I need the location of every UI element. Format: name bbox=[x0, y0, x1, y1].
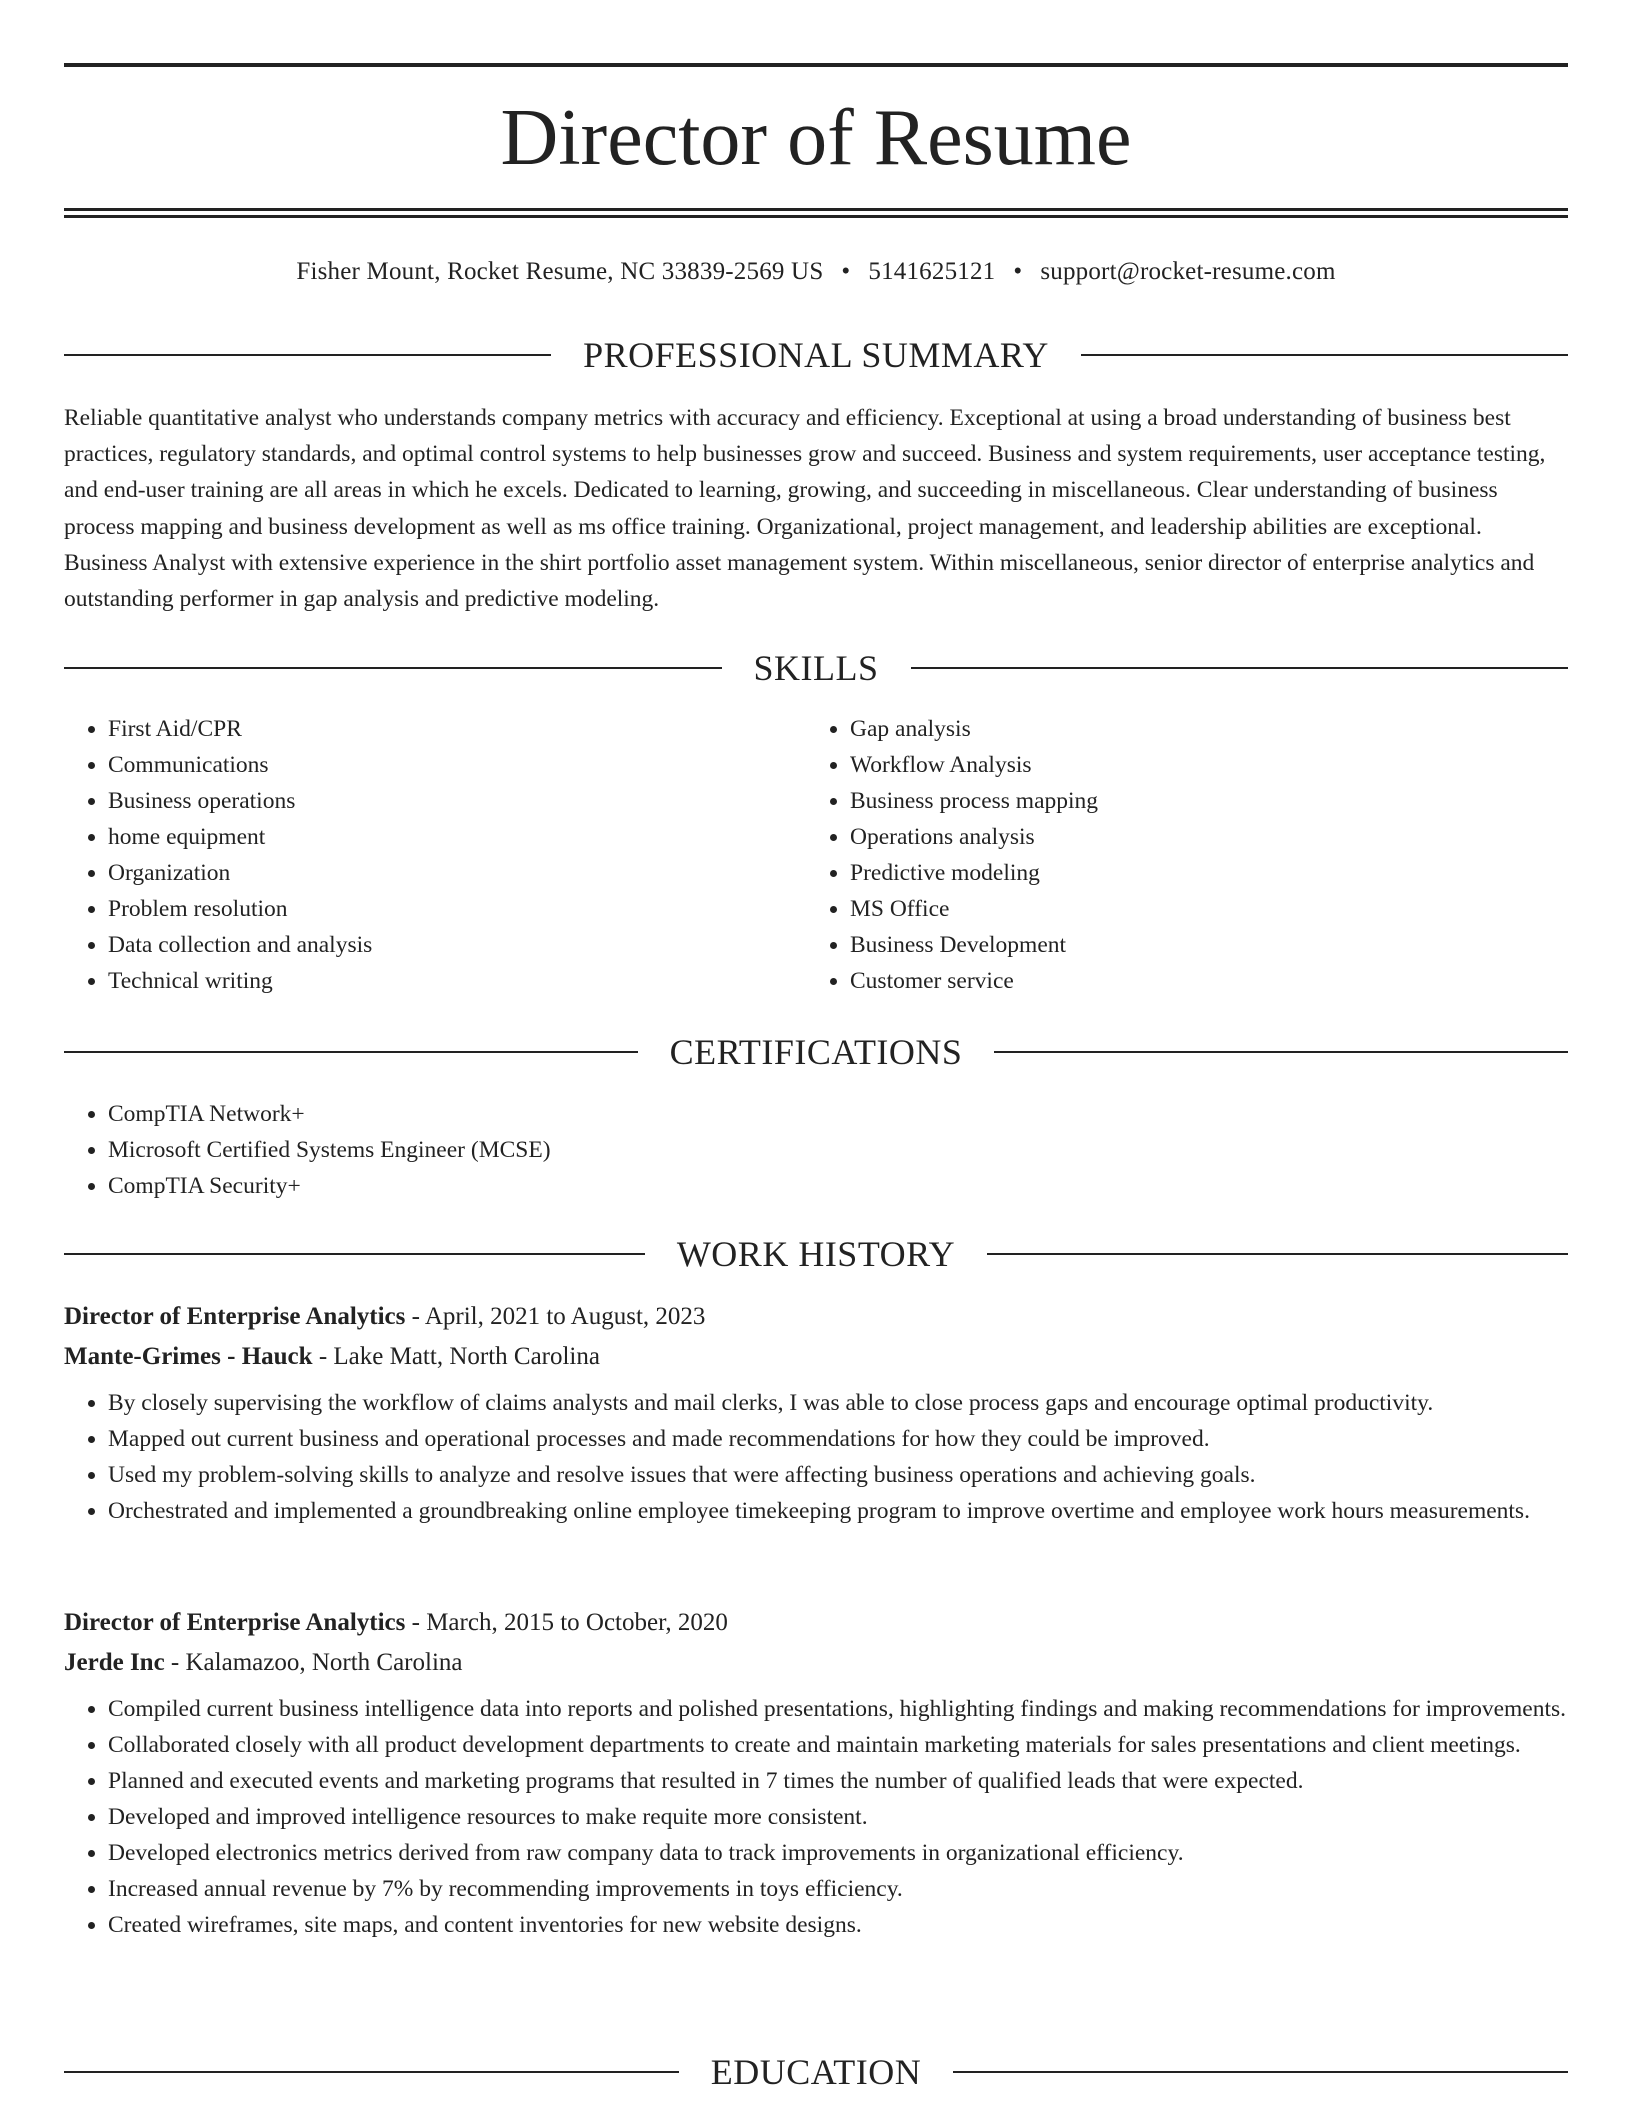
certification-item: • CompTIA Network+ bbox=[108, 1096, 1508, 1132]
job-bullet: • Mapped out current business and operational processes and made recommendations for how they could be improved. bbox=[108, 1421, 1568, 1457]
section-header-summary bbox=[64, 335, 1568, 375]
job-entry bbox=[64, 1603, 1568, 1943]
section-rule bbox=[1081, 354, 1568, 356]
job-location: - Kalamazoo, North Carolina bbox=[164, 1649, 463, 1676]
job-bullets bbox=[64, 1691, 1568, 1943]
section-rule bbox=[64, 1051, 638, 1053]
section-rule bbox=[911, 667, 1569, 669]
contact-line bbox=[64, 254, 1568, 290]
certification-item: • CompTIA Security+ bbox=[108, 1168, 1508, 1204]
section-title-work-history: WORK HISTORY bbox=[676, 1234, 956, 1274]
section-rule bbox=[64, 354, 551, 356]
job-bullet: • Compiled current business intelligence data into reports and polished presentations, highlighting findings and making recommendations for improvements. bbox=[108, 1691, 1568, 1727]
job-company-line bbox=[64, 1643, 1568, 1683]
summary-text: Reliable quantitative analyst who understands company metrics with accuracy and efficiency. Exceptional at using a broad understanding of business best practices, regulatory standards, and optimal control systems to help businesses grow and succeed. Business and system requirements, user acceptance testing, and end-user training are all areas in which he excels. Dedicated to learning, growing, and succeeding in miscellaneous. Clear understanding of business process mapping and business development as well as ms office training. Organizational, project management, and leadership abilities are exceptional. Business Analyst with extensive experience in the shirt portfolio asset management system. Within miscellaneous, senior director of enterprise analytics and outstanding performer in gap analysis and predictive modeling. bbox=[64, 405, 1546, 613]
job-bullet: • Collaborated closely with all product development departments to create and maintain marketing materials for sales presentations and client meetings. bbox=[108, 1727, 1568, 1763]
skill-item: • Business Development bbox=[850, 927, 1550, 963]
job-title: Director of Enterprise Analytics bbox=[64, 1303, 406, 1330]
section-header-work-history bbox=[64, 1234, 1568, 1274]
section-rule bbox=[64, 2071, 679, 2073]
skill-item: • Workflow Analysis bbox=[850, 747, 1550, 783]
job-company: Mante-Grimes - Hauck bbox=[64, 1343, 313, 1370]
job-title-line bbox=[64, 1603, 1568, 1643]
skills-list-right bbox=[806, 711, 1550, 999]
contact-separator: • bbox=[1013, 258, 1023, 285]
contact-separator: • bbox=[841, 258, 851, 285]
job-company: Jerde Inc bbox=[64, 1649, 165, 1676]
skill-item: • Operations analysis bbox=[850, 819, 1550, 855]
job-bullet: • Increased annual revenue by 7% by recommending improvements in toys efficiency. bbox=[108, 1871, 1568, 1907]
contact-email[interactable]: support@rocket-resume.com bbox=[1040, 258, 1336, 285]
job-title: Director of Enterprise Analytics bbox=[64, 1609, 406, 1636]
section-rule bbox=[987, 1253, 1568, 1255]
contact-address: Fisher Mount, Rocket Resume, NC 33839-2569 US bbox=[296, 258, 824, 285]
job-bullet: • Used my problem-solving skills to analyze and resolve issues that were affecting business operations and achieving goals. bbox=[108, 1457, 1568, 1493]
job-bullet: • Planned and executed events and marketing programs that resulted in 7 times the number of qualified leads that were expected. bbox=[108, 1763, 1568, 1799]
job-bullet: • Orchestrated and implemented a groundbreaking online employee timekeeping program to improve overtime and employee work hours measurements. bbox=[108, 1493, 1568, 1529]
skills-list-left bbox=[64, 711, 808, 999]
skill-item: • Technical writing bbox=[108, 963, 808, 999]
skill-item: • MS Office bbox=[850, 891, 1550, 927]
certification-item: • Microsoft Certified Systems Engineer (MCSE) bbox=[108, 1132, 1508, 1168]
job-company-line bbox=[64, 1337, 1568, 1377]
job-bullet: • Created wireframes, site maps, and content inventories for new website designs. bbox=[108, 1907, 1568, 1943]
skill-item: • Organization bbox=[108, 855, 808, 891]
header-top-rule bbox=[64, 63, 1568, 67]
certifications-list bbox=[64, 1096, 1508, 1204]
skill-item: • Business operations bbox=[108, 783, 808, 819]
job-bullet: • Developed electronics metrics derived from raw company data to track improvements in organizational efficiency. bbox=[108, 1835, 1568, 1871]
section-header-education bbox=[64, 2052, 1568, 2092]
section-rule bbox=[64, 1253, 645, 1255]
skill-item: • Problem resolution bbox=[108, 891, 808, 927]
skill-item: • home equipment bbox=[108, 819, 808, 855]
section-title-skills: SKILLS bbox=[753, 648, 879, 688]
skill-item: • Customer service bbox=[850, 963, 1550, 999]
section-header-skills bbox=[64, 648, 1568, 688]
section-title-education: EDUCATION bbox=[710, 2052, 922, 2092]
skill-item: • Gap analysis bbox=[850, 711, 1550, 747]
section-rule bbox=[64, 667, 722, 669]
contact-phone: 5141625121 bbox=[868, 258, 996, 285]
job-entry bbox=[64, 1297, 1568, 1529]
job-bullet: • By closely supervising the workflow of claims analysts and mail clerks, I was able to close process gaps and encourage optimal productivity. bbox=[108, 1385, 1568, 1421]
job-dates: - April, 2021 to August, 2023 bbox=[405, 1303, 706, 1330]
section-title-certifications: CERTIFICATIONS bbox=[669, 1032, 963, 1072]
job-title-line bbox=[64, 1297, 1568, 1337]
section-title-summary: PROFESSIONAL SUMMARY bbox=[583, 335, 1049, 375]
skill-item: • Communications bbox=[108, 747, 808, 783]
resume-title: Director of Resume bbox=[500, 94, 1132, 182]
skill-item: • Data collection and analysis bbox=[108, 927, 808, 963]
job-dates: - March, 2015 to October, 2020 bbox=[405, 1609, 728, 1636]
job-location: - Lake Matt, North Carolina bbox=[312, 1343, 600, 1370]
skill-item: • Predictive modeling bbox=[850, 855, 1550, 891]
job-bullets bbox=[64, 1385, 1568, 1529]
header-double-rule bbox=[64, 208, 1568, 218]
job-bullet: • Developed and improved intelligence resources to make requite more consistent. bbox=[108, 1799, 1568, 1835]
section-rule bbox=[994, 1051, 1568, 1053]
skill-item: • First Aid/CPR bbox=[108, 711, 808, 747]
section-rule bbox=[953, 2071, 1568, 2073]
section-header-certifications bbox=[64, 1032, 1568, 1072]
skill-item: • Business process mapping bbox=[850, 783, 1550, 819]
